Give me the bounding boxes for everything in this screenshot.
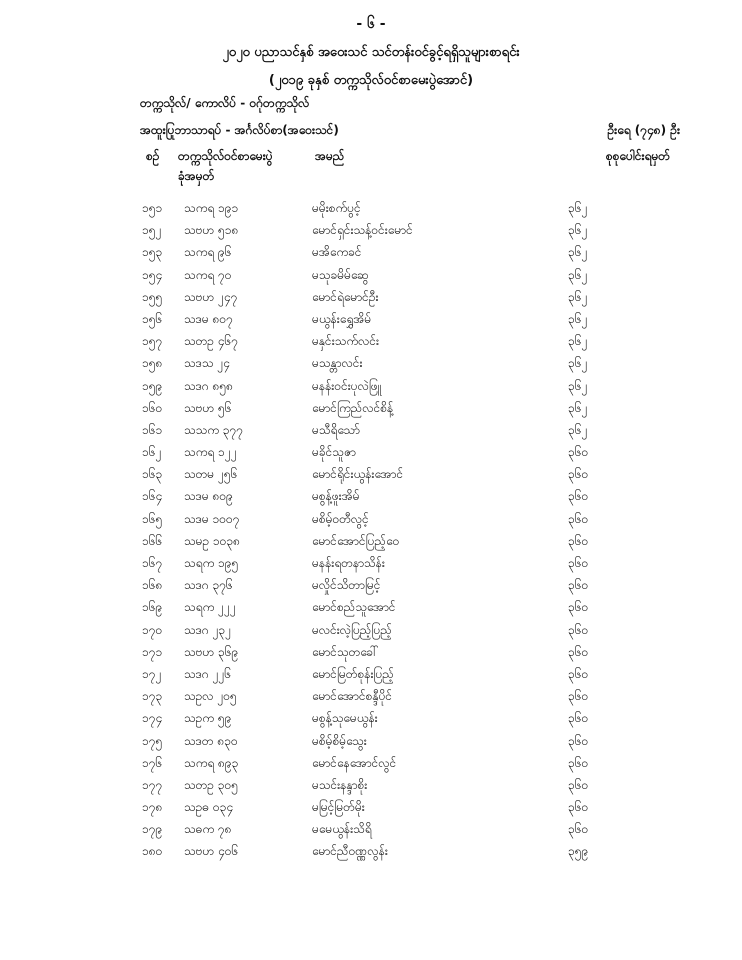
university-line: တက္ကသိုလ်/ ကောလိပ် - ဝဂ်ုတက္ကသိုလ် — [140, 96, 310, 110]
table-row — [0, 422, 742, 444]
table-row — [0, 688, 742, 710]
total-marks: ၃၆၂ — [568, 422, 588, 437]
document-title: ၂၀၂၀ ပညာသင်နှစ် အဝေးသင် သင်တန်းဝင်ခွင့်ရရှိသူများစာရင်း — [222, 45, 520, 60]
roll-number: သဒမ ၈၀၉ — [184, 489, 233, 504]
row-number: ၁၆၅ — [142, 511, 163, 526]
roll-number: သဗဟ ၅၆ — [184, 400, 232, 415]
total-marks: ၃၆၀ — [568, 733, 589, 748]
total-marks: ၃၆၀ — [568, 445, 589, 460]
table-row — [0, 821, 742, 843]
total-marks: ၃၆၂ — [568, 311, 588, 326]
roll-number: သမဥ ၁၀၃၈ — [184, 533, 241, 548]
total-marks: ၃၆၀ — [568, 511, 589, 526]
roll-number: သသက ၃၇၇ — [184, 422, 244, 437]
table-row — [0, 244, 742, 266]
total-marks: ၃၆၂ — [568, 356, 588, 371]
total-marks: ၃၆၀ — [568, 777, 589, 792]
roll-number: သဒဂ ၈၅၈ — [184, 378, 233, 393]
roll-number: သဓက ၇၈ — [184, 822, 232, 837]
table-row — [0, 777, 742, 799]
total-marks: ၃၆၀ — [568, 689, 589, 704]
roll-number: သတဥ ၃၀၅ — [184, 777, 239, 792]
column-header-name: အမည် — [315, 149, 345, 163]
student-name: မောင်ညီဝဏ္ဏလွန်း — [312, 844, 388, 859]
table-row — [0, 599, 742, 621]
table-row — [0, 755, 742, 777]
student-name: မမိုးစက်ပွင့် — [312, 201, 361, 215]
table-row — [0, 533, 742, 555]
roll-number: သတဥ ၄၆၇ — [184, 334, 239, 349]
roll-number: သဒဂ ၂၃၂ — [184, 622, 232, 637]
row-number: ၁၇၇ — [142, 777, 163, 792]
table-row — [0, 333, 742, 355]
table-row — [0, 378, 742, 400]
table-row — [0, 400, 742, 422]
roll-number: သဗဟ ၅၁၈ — [184, 223, 239, 238]
roll-number: သကရ ၁၂၂ — [184, 445, 237, 460]
table-row — [0, 733, 742, 755]
total-marks: ၃၆၀ — [568, 622, 589, 637]
total-marks: ၃၆၀ — [568, 800, 589, 815]
row-number: ၁၆၁ — [142, 422, 163, 437]
total-marks: ၃၆၂ — [568, 289, 588, 304]
roll-number: သဗဟ ၂၄၇ — [184, 289, 238, 304]
roll-number: သဒသ ၂၄ — [184, 356, 230, 371]
row-number: ၁၅၅ — [142, 289, 163, 304]
results-table — [0, 200, 742, 866]
roll-number: သဒမ ၁၀၀၇ — [184, 511, 240, 526]
total-marks: ၃၆၂ — [568, 334, 588, 349]
total-marks: ၃၆၂ — [568, 223, 588, 238]
total-marks: ၃၆၀ — [568, 822, 589, 837]
subject-line: အထူးပြုဘာသာရပ် - အင်္ဂလိပ်စာ(အဝေးသင်) — [140, 123, 339, 137]
table-row — [0, 555, 742, 577]
table-row — [0, 511, 742, 533]
total-marks: ၃၆၂ — [568, 267, 588, 282]
row-number: ၁၇၁ — [142, 644, 163, 659]
row-number: ၁၆၉ — [142, 600, 163, 615]
student-name: မောင်မြတ်စုန်းပြည့် — [312, 666, 394, 681]
row-number: ၁၆၂ — [142, 445, 162, 460]
student-name: မမြင့်မြတ်မိုး — [312, 800, 365, 815]
total-marks: ၃၆၂ — [568, 245, 588, 260]
total-marks: ၃၆၀ — [568, 533, 589, 548]
student-name: မောင်ရိုင်းယွန်းအောင် — [312, 467, 404, 482]
row-number: ၁၅၈ — [142, 356, 163, 371]
row-number: ၁၅၄ — [142, 267, 163, 282]
row-number: ၁၆၆ — [142, 533, 163, 548]
table-row — [0, 644, 742, 666]
student-name: မနန်းဝင်းပုလဲဖြူ — [312, 378, 382, 393]
roll-number: သရက ၁၉၅ — [184, 556, 239, 570]
roll-number: သရက ၂၂၂ — [184, 600, 236, 615]
table-row — [0, 666, 742, 688]
row-number: ၁၇၉ — [142, 822, 163, 837]
total-marks: ၃၆၀ — [568, 578, 589, 593]
roll-number: သဒမ ၈၀၇ — [184, 311, 233, 326]
student-name: မနန်းရတနာသိန်း — [312, 556, 385, 570]
table-row — [0, 577, 742, 599]
row-number: ၁၇၄ — [142, 711, 163, 726]
row-number: ၁၅၂ — [142, 223, 162, 238]
total-marks: ၃၅၉ — [568, 844, 589, 859]
column-header-roll-2: ခုံအမှတ် — [178, 169, 215, 183]
table-row — [0, 799, 742, 821]
row-number: ၁၇၅ — [142, 733, 163, 748]
total-marks: ၃၆၂ — [568, 201, 588, 215]
row-number: ၁၇၀ — [142, 622, 163, 637]
row-number: ၁၅၇ — [142, 334, 163, 349]
total-marks: ၃၆၀ — [568, 711, 589, 726]
student-name: မအိကေခင် — [312, 245, 362, 260]
roll-number: သကရ ၇၀ — [184, 267, 232, 282]
table-row — [0, 267, 742, 289]
total-marks: ၃၆၂ — [568, 378, 588, 393]
row-number: ၁၆၈ — [142, 578, 163, 593]
row-number: ၁၇၈ — [142, 800, 163, 815]
table-row — [0, 200, 742, 222]
row-number: ၁၈၀ — [142, 844, 163, 859]
total-marks: ၃၆၀ — [568, 467, 589, 482]
row-number: ၁၅၁ — [142, 201, 163, 215]
total-marks: ၃၆၀ — [568, 489, 589, 504]
student-name: မောင်သုတခေါ် — [312, 644, 379, 659]
roll-number: သဗဟ ၄၀၆ — [184, 844, 239, 859]
roll-number: သဗဟ ၃၆၉ — [184, 644, 239, 659]
student-name: မစိမ့်စိမ့်သွေး — [312, 733, 367, 748]
student-name: မလှိုင်သိတာမြင့် — [312, 578, 381, 593]
page-number: - ၆ - — [356, 16, 386, 32]
total-marks: ၃၆၀ — [568, 666, 589, 681]
student-name: မမေယွန်းသိရိ — [312, 822, 372, 837]
row-number: ၁၅၉ — [142, 378, 163, 393]
student-name: မလင်းလဲ့ပြည့်ပြည့် — [312, 622, 392, 637]
student-name: မစွန့်ဖူးအိမ် — [312, 489, 360, 504]
student-name: မောင်နေအောင်လွင် — [312, 755, 397, 770]
row-number: ၁၇၃ — [142, 689, 163, 704]
student-name: မောင်ရဲမောင်ဦး — [312, 289, 379, 304]
row-number: ၁၆၀ — [142, 400, 163, 415]
student-name: မခိုင်သူဇာ — [312, 445, 356, 460]
roll-number: သဒဂ ၂၂၆ — [184, 666, 232, 681]
student-name: မောင်ကြည်လင်စိန့် — [312, 400, 394, 415]
table-row — [0, 222, 742, 244]
student-name: မယွန်းရွှေအိမ် — [312, 311, 372, 326]
student-name: မောင်အောင်စန္ဒီပိုင် — [312, 689, 393, 704]
row-number: ၁၇၂ — [142, 666, 162, 681]
row-number: ၁၆၇ — [142, 556, 163, 570]
student-name: မောင်ရှင်းသန့်ဝင်းမောင် — [312, 223, 413, 238]
row-number: ၁၆၄ — [142, 489, 163, 504]
row-number: ၁၅၃ — [142, 245, 163, 260]
table-row — [0, 488, 742, 510]
roll-number: သကရ ၁၉၁ — [184, 201, 239, 215]
student-name: မောင်အောင်ပြည့်ဝေ — [312, 533, 400, 548]
row-number: ၁၆၃ — [142, 467, 163, 482]
column-header-no: စဉ် — [146, 149, 160, 163]
roll-number: သကရ ၈၉၃ — [184, 755, 239, 770]
table-row — [0, 355, 742, 377]
student-name: မောင်စည်သူအောင် — [312, 600, 396, 615]
roll-number: သဥက ၅၉ — [184, 711, 232, 726]
total-marks: ၃၆၀ — [568, 600, 589, 615]
roll-number: သတမ ၂၅၆ — [184, 467, 238, 482]
roll-number: သဒဂ ၃၇၆ — [184, 578, 233, 593]
table-row — [0, 622, 742, 644]
total-marks: ၃၆၀ — [568, 755, 589, 770]
student-name: မစိမ့်ဝတီလွင့် — [312, 511, 369, 526]
roll-number: သဒတ ၈၃၀ — [184, 733, 238, 748]
student-name: မသင်းနန္ဒာစိုး — [312, 777, 368, 792]
student-name: မသန္တာလင်း — [312, 356, 363, 371]
document-subtitle: (၂၀၁၉ ခုနှစ် တက္ကသိုလ်ဝင်စာမေးပွဲအောင်) — [268, 73, 474, 88]
table-row — [0, 843, 742, 865]
table-row — [0, 289, 742, 311]
roll-number: သကရ ၉၆ — [184, 245, 232, 260]
roll-number: သဥဓ ၀၃၄ — [184, 800, 234, 815]
column-header-roll: တက္ကသိုလ်ဝင်စာမေးပွဲ — [178, 149, 273, 163]
total-marks: ၃၆၀ — [568, 556, 589, 570]
count-line: ဦးရေ (၇၄၈) ဦး — [607, 123, 680, 137]
student-name: မသုခမိမ်ဆွေ — [312, 267, 369, 282]
table-row — [0, 311, 742, 333]
total-marks: ၃၆၂ — [568, 400, 588, 415]
column-header-marks: စုစုပေါင်းရမှတ် — [605, 149, 670, 163]
table-row — [0, 444, 742, 466]
roll-number: သဥလ ၂၀၅ — [184, 689, 237, 704]
table-row — [0, 710, 742, 732]
row-number: ၁၇၆ — [142, 755, 163, 770]
table-row — [0, 466, 742, 488]
student-name: မနှင်းသက်လင်း — [312, 334, 380, 349]
student-name: မသီရိသော် — [312, 422, 360, 437]
total-marks: ၃၆၀ — [568, 644, 589, 659]
row-number: ၁၅၆ — [142, 311, 163, 326]
student-name: မစွန့်သုမေယွန်း — [312, 711, 378, 726]
